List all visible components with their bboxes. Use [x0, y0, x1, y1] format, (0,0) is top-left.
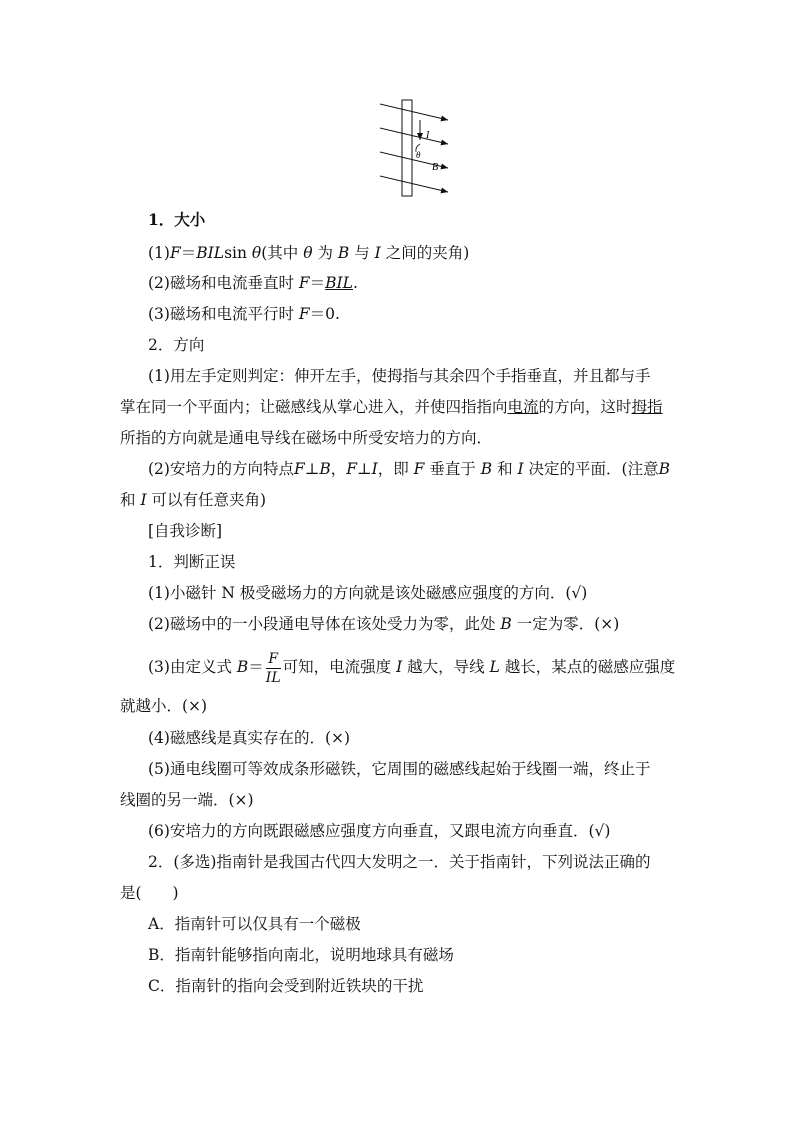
option-a: A．指南针可以仅具有一个磁极 [148, 915, 361, 933]
question-2-line-1: 2．(多选)指南针是我国古代四大发明之一．关于指南针，下列说法正确的 [148, 853, 651, 871]
section-size-heading: 1．大小 [148, 210, 206, 229]
field-line [380, 104, 448, 120]
self-diagnosis-title: [自我诊断] [148, 522, 223, 540]
paragraph-left-hand-rule-1: (1)用左手定则判定：伸开左手，使拇指与其余四个手指垂直，并且都与手 [148, 367, 651, 385]
judgement-4: (4)磁感线是真实存在的．(×) [148, 729, 351, 747]
judgement-3-line-1: (3)由定义式 B＝ $\frac{F}{IL}$ 可知，电流强度 I 越大，导线 L 越长，某点的磁感应强度 [148, 650, 676, 686]
question-2-line-2: 是( ) [120, 884, 179, 902]
formula-line-2: (2)磁场和电流垂直时 F＝BIL. [148, 274, 358, 292]
fraction-f-over-il: $\frac{F}{IL}$ [265, 650, 281, 686]
judgement-2: (2)磁场中的一小段通电导体在该处受力为零，此处 B 一定为零．(×) [148, 615, 620, 633]
option-b: B．指南针能够指向南北，说明地球具有磁场 [148, 946, 454, 964]
judgement-5-line-1: (5)通电线圈可等效成条形磁铁，它周围的磁感线起始于线圈一端，终止于 [148, 760, 651, 778]
field-line [380, 128, 448, 144]
paragraph-direction-feature-1: (2)安培力的方向特点F⊥B，F⊥I，即 F 垂直于 B 和 I 决定的平面．(注意B [148, 460, 670, 478]
paragraph-direction-feature-2: 和 I 可以有任意夹角) [120, 491, 267, 509]
section-direction-heading: 2．方向 [148, 336, 205, 354]
judgement-3-line-2: 就越小．(×) [120, 697, 208, 715]
theta-label: θ [416, 150, 421, 160]
judgement-5-line-2: 线圈的另一端．(×) [120, 791, 254, 809]
judgement-6: (6)安培力的方向既跟磁感应强度方向垂直，又跟电流方向垂直．(√) [148, 822, 611, 840]
question-1-title: 1．判断正误 [148, 553, 236, 571]
judgement-1: (1)小磁针 N 极受磁场力的方向就是该处磁感应强度的方向．(√) [148, 584, 588, 602]
paragraph-left-hand-rule-2: 掌在同一个平面内；让磁感线从掌心进入，并使四指指向电流的方向，这时拇指 [120, 398, 663, 416]
current-in-magnetic-field-diagram [374, 98, 454, 200]
field-label: B [432, 162, 439, 173]
formula-line-1: (1)F＝BILsin θ(其中 θ 为 B 与 I 之间的夹角) [148, 244, 470, 262]
formula-line-3: (3)磁场和电流平行时 F＝0. [148, 305, 340, 323]
option-c: C．指南针的指向会受到附近铁块的干扰 [148, 977, 424, 995]
field-line [380, 176, 448, 192]
current-label: I [426, 130, 430, 141]
paragraph-left-hand-rule-3: 所指的方向就是通电导线在磁场中所受安培力的方向． [120, 429, 493, 447]
